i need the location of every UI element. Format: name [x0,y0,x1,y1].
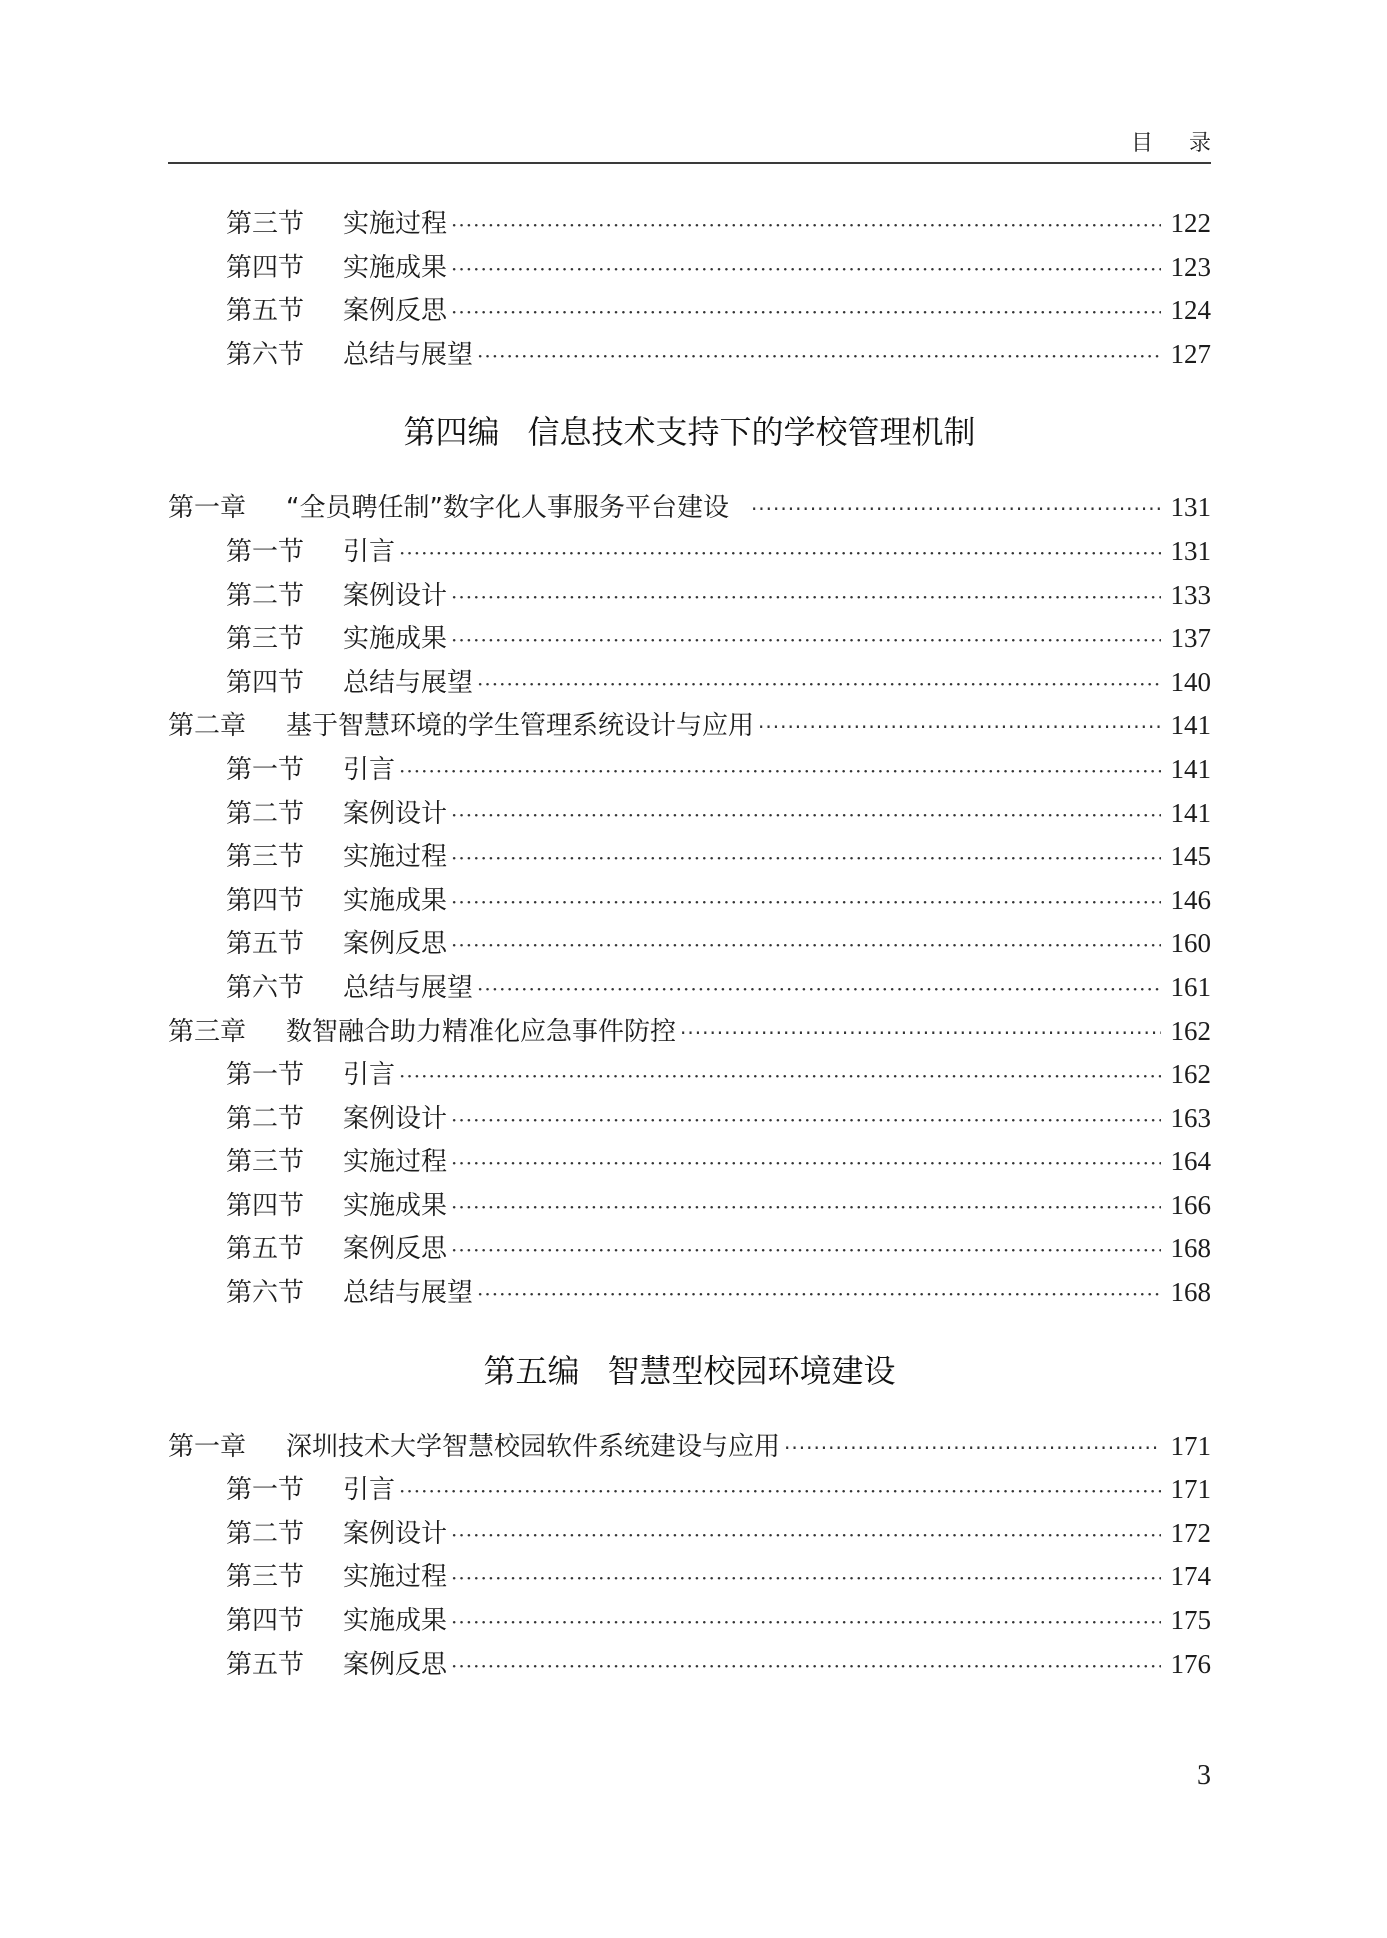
section-title: 实施成果 [343,624,448,655]
dot-leader [451,1229,1161,1273]
toc-chapter-entry[interactable] [168,1425,1211,1469]
toc-section-entry[interactable] [168,792,1211,836]
page-ref: 162 [1170,1015,1211,1046]
section-number: 第二节 [226,798,305,829]
section-title: 实施过程 [343,209,448,239]
section-title: 实施成果 [343,1606,448,1637]
page-ref: 133 [1170,579,1211,610]
section-title: 实施过程 [343,1147,448,1178]
page-ref: 123 [1170,251,1211,282]
page-ref: 146 [1170,884,1211,915]
dot-leader [451,619,1161,663]
toc-section-entry[interactable] [168,246,1211,290]
section-title: 总结与展望 [343,1278,474,1309]
toc-section-entry[interactable] [168,661,1211,705]
section-number: 第五节 [226,1649,305,1680]
dot-leader [451,1142,1161,1186]
page-ref: 166 [1170,1189,1211,1220]
dot-leader [399,1055,1161,1099]
part-number: 第五编 [483,1351,580,1390]
page-ref: 162 [1170,1059,1211,1090]
page-ref: 172 [1170,1517,1211,1548]
toc-section-entry[interactable] [168,922,1211,966]
toc-section-entry[interactable] [168,1599,1211,1643]
section-number: 第六节 [226,1278,305,1309]
section-number: 第一节 [226,1475,305,1506]
page-ref: 171 [1170,1474,1211,1505]
toc-section-entry[interactable] [168,748,1211,792]
page-ref: 171 [1170,1430,1211,1461]
dot-leader [399,750,1161,794]
chapter-number: 第二章 [168,711,247,742]
toc-section-entry[interactable] [168,289,1211,333]
section-number: 第二节 [226,580,305,611]
page-ref: 164 [1170,1146,1211,1177]
section-number: 第四节 [226,667,305,698]
header-title: 目录 [1130,131,1247,156]
toc-section-entry[interactable] [168,879,1211,923]
page-ref: 137 [1170,623,1211,654]
toc-section-entry[interactable] [168,1053,1211,1097]
section-number: 第二节 [226,1103,305,1134]
page-ref: 176 [1170,1648,1211,1679]
page-ref: 168 [1170,1277,1211,1308]
page-ref: 141 [1170,753,1211,784]
dot-leader [451,291,1161,335]
section-title: 案例反思 [343,929,448,960]
dot-leader [451,1186,1161,1230]
section-title: 案例反思 [343,1649,448,1680]
part-number: 第四编 [403,413,500,452]
toc-section-entry[interactable] [168,1643,1211,1687]
dot-leader [758,706,1161,750]
dot-leader [451,1099,1161,1143]
dot-leader [751,488,1161,532]
toc-section-entry[interactable] [168,1184,1211,1228]
section-title: 案例设计 [343,798,448,829]
section-number: 第三节 [226,842,305,873]
section-number: 第三节 [226,209,305,239]
section-number: 第一节 [226,754,305,785]
section-title: 案例设计 [343,1103,448,1134]
dot-leader [451,1557,1161,1601]
part-heading [168,1321,1211,1421]
chapter-title: 数智融合助力精准化应急事件防控 [286,1016,677,1047]
running-header [168,118,1247,164]
section-number: 第一节 [226,536,305,567]
toc-section-entry[interactable] [168,1468,1211,1512]
section-number: 第五节 [226,1234,305,1265]
page-ref: 131 [1170,535,1211,566]
section-number: 第四节 [226,252,305,283]
part-title: 信息技术支持下的学校管理机制 [527,413,976,452]
dot-leader [399,532,1161,576]
dot-leader [451,204,1161,248]
section-title: 案例设计 [343,580,448,611]
page-number: 3 [1197,1760,1211,1791]
chapter-number: 第一章 [168,1431,247,1462]
section-title: 引言 [343,1060,396,1091]
dot-leader [477,1273,1161,1317]
toc-section-entry[interactable] [168,966,1211,1010]
toc-chapter-entry[interactable] [168,1010,1211,1054]
section-title: 引言 [343,1475,396,1506]
page-ref: 160 [1170,928,1211,959]
page-ref: 168 [1170,1233,1211,1264]
dot-leader [451,837,1161,881]
toc-chapter-entry[interactable] [168,704,1211,748]
section-title: 总结与展望 [343,339,474,370]
dot-leader [477,663,1161,707]
section-title: 实施过程 [343,842,448,873]
chapter-title: 基于智慧环境的学生管理系统设计与应用 [286,711,755,742]
chapter-title: 深圳技术大学智慧校园软件系统建设与应用 [286,1431,781,1462]
toc-section-entry[interactable] [168,1227,1211,1271]
section-title: 实施成果 [343,252,448,283]
section-number: 第一节 [226,1060,305,1091]
part-title: 智慧型校园环境建设 [607,1351,896,1390]
dot-leader [784,1427,1161,1471]
section-number: 第五节 [226,296,305,327]
dot-leader [451,924,1161,968]
page-ref: 122 [1170,208,1211,238]
section-number: 第二节 [226,1518,305,1549]
dot-leader [399,1470,1161,1514]
toc-section-entry[interactable] [168,1140,1211,1184]
toc-section-entry[interactable] [168,333,1211,377]
section-number: 第六节 [226,339,305,370]
dot-leader [451,1601,1161,1645]
toc-section-entry[interactable] [168,1512,1211,1556]
page-ref: 141 [1170,710,1211,741]
toc-section-entry[interactable] [168,574,1211,618]
page-ref: 124 [1170,295,1211,326]
toc-section-entry[interactable] [168,1271,1211,1315]
page-ref: 161 [1170,971,1211,1002]
toc-section-entry[interactable] [168,617,1211,661]
page-ref: 140 [1170,666,1211,697]
dot-leader [451,881,1161,925]
section-title: 实施成果 [343,1190,448,1221]
toc-section-entry[interactable] [168,1097,1211,1141]
page-ref: 145 [1170,841,1211,872]
section-title: 案例设计 [343,1518,448,1549]
section-title: 案例反思 [343,296,448,327]
toc-section-entry[interactable] [168,202,1211,246]
toc-section-entry[interactable] [168,1555,1211,1599]
table-of-contents [168,202,1211,1686]
section-number: 第三节 [226,1147,305,1178]
section-title: 引言 [343,536,396,567]
section-title: 实施成果 [343,885,448,916]
page-ref: 131 [1170,492,1211,523]
dot-leader [451,1514,1161,1558]
section-number: 第四节 [226,1190,305,1221]
section-number: 第三节 [226,1562,305,1593]
section-number: 第五节 [226,929,305,960]
chapter-number: 第三章 [168,1016,247,1047]
dot-leader [477,335,1161,379]
page-ref: 175 [1170,1605,1211,1636]
dot-leader [451,794,1161,838]
section-title: 实施过程 [343,1562,448,1593]
page-ref: 141 [1170,797,1211,828]
section-title: 总结与展望 [343,972,474,1003]
section-number: 第四节 [226,885,305,916]
page-ref: 163 [1170,1102,1211,1133]
section-number: 第四节 [226,1606,305,1637]
chapter-title: “全员聘任制”数字化人事服务平台建设 [286,493,729,524]
page-ref: 174 [1170,1561,1211,1592]
chapter-number: 第一章 [168,493,247,524]
dot-leader [451,1645,1161,1689]
part-heading [168,382,1211,482]
page-ref: 127 [1170,338,1211,369]
dot-leader [680,1012,1161,1056]
section-number: 第三节 [226,624,305,655]
section-number: 第六节 [226,972,305,1003]
dot-leader [477,968,1161,1012]
section-title: 案例反思 [343,1234,448,1265]
section-title: 总结与展望 [343,667,474,698]
toc-section-entry[interactable] [168,530,1211,574]
section-title: 引言 [343,754,396,785]
toc-chapter-entry[interactable] [168,486,1211,530]
dot-leader [451,248,1161,292]
toc-section-entry[interactable] [168,835,1211,879]
dot-leader [451,576,1161,620]
